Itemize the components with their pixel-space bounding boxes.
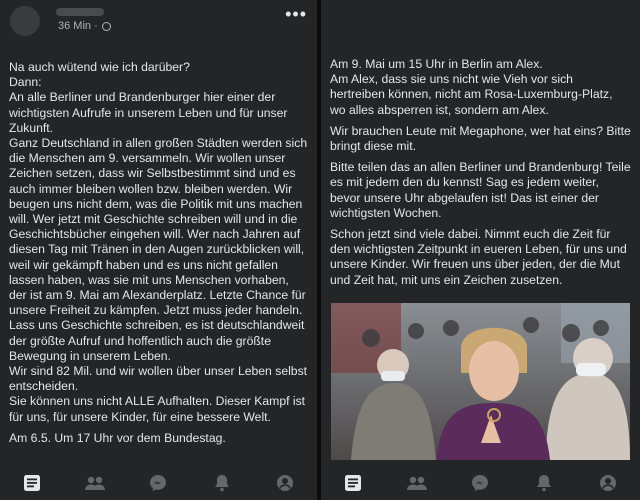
globe-icon	[102, 22, 111, 31]
post-paragraph: Wir brauchen Leute mit Megaphone, wer hat eins? Bitte bringt diese mit.	[330, 123, 631, 154]
post-panel-right	[321, 0, 640, 500]
post-paragraph: Am 6.5. Um 17 Uhr vor dem Bundestag.	[9, 430, 226, 445]
avatar[interactable]	[10, 6, 40, 36]
messenger-icon[interactable]	[147, 472, 169, 494]
post-paragraph: Am 9. Mai um 15 Uhr in Berlin am Alex. Am Alex, dass sie uns nicht wie Vieh vor sich hertreiben können, nicht am Rosa-Luxemburg-Platz, wo alles absperren ist, sondern am Alex.	[330, 57, 613, 117]
more-options-button[interactable]: •••	[285, 4, 307, 24]
post-paragraph: Na auch wütend wie ich darüber? Dann: An alle Berliner und Brandenburger hier einer der wichtigsten Aufrufe in unserem Leben und für unser Zukunft. Ganz Deutschland in allen großen Städten werden sich die Menschen am 9. versammeln. Wir wollen unser Zeichen setzen, dass wir Selbstbestimmt sind und es auch immer bleiben wollen bzw. bleiben werden. Wir beugen uns nicht dem, was die Politik mit uns machen will. Wer jetzt mit Geschichte schreiben will und in die Geschichtsbücher eingehen will. Wer nach Jahren auf diesen Tag mit Tränen in den Augen zurückblicken will, weil wir gekämpft haben und es uns nicht gefallen lassen haben, was sie mit uns Menschen vorhaben, der ist am 9. Mai am Alexanderplatz. Letzte Chance für unsere Freiheit zu kämpfen. Jetzt muss jeder handeln. Lass uns Geschichte schreiben, es ist deutschlandweit der größte Aufruf und hoffentlich auch die größte Bewegung in unserem Leben. Wir sind 82 Mil. und wir wollen über unser Leben selbst entscheiden. Sie können uns nicht ALLE Aufhalten. Dieser Kampf ist für uns, für unsere Kinder, für eine bessere Welt.	[9, 60, 308, 424]
profile-icon[interactable]	[597, 472, 619, 494]
notifications-icon[interactable]	[211, 472, 233, 494]
friends-icon[interactable]	[84, 472, 106, 494]
messenger-icon[interactable]	[469, 472, 491, 494]
profile-icon[interactable]	[274, 472, 296, 494]
author-name-redacted[interactable]	[56, 8, 104, 16]
feed-icon[interactable]	[342, 472, 364, 494]
post-text	[321, 57, 640, 294]
bottom-nav	[321, 466, 640, 500]
feed-icon[interactable]	[21, 472, 43, 494]
post-header	[0, 0, 317, 44]
friends-icon[interactable]	[406, 472, 428, 494]
bottom-nav	[0, 466, 317, 500]
post-paragraph: Schon jetzt sind viele dabei. Nimmt euch die Zeit für den wichtigsten Zeitpunkt in eueren Leben, für uns und unsere Kinder. Wir freuen uns über jeden, der die Mut und Zeit hat, mit uns ein Zeichen zusetzen.	[330, 227, 627, 287]
post-panel-left	[0, 0, 317, 500]
post-text	[0, 60, 317, 452]
post-paragraph: Bitte teilen das an allen Berliner und Brandenburg! Teile es mit jedem den du kennst! Sag es jedem weiter, bevor unsere Uhr abgelaufen ist! Das ist einer der wichtigsten Wochen.	[330, 160, 631, 220]
crowd-photo-illustration	[331, 303, 630, 460]
post-meta	[58, 20, 111, 32]
post-photo[interactable]	[331, 303, 630, 460]
post-timestamp[interactable]: 36 Min ·	[58, 20, 98, 32]
notifications-icon[interactable]	[533, 472, 555, 494]
